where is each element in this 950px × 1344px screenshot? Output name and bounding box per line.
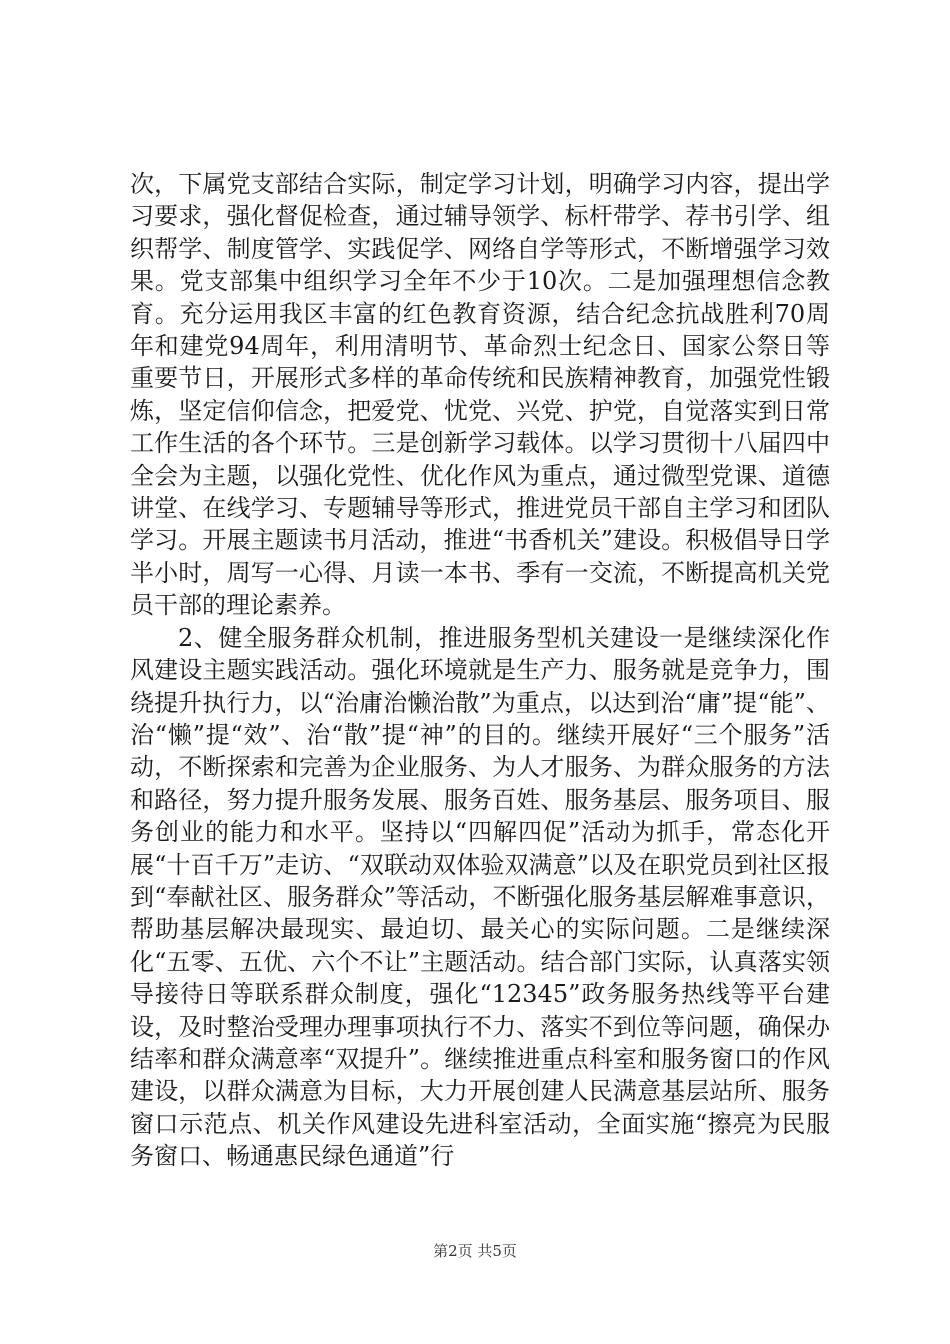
- paragraph-service-mechanism: 2、健全服务群众机制，推进服务型机关建设一是继续深化作风建设主题实践活动。强化环境就是生产力、服务就是竞争力，围绕提升执行力，以“治庸治懒治散”为重点，以达到治“庸”提“能”、治“懒”提“效”、治“散”提“神”的目的。继续开展好“三个服务”活动，不断探索和完善为企业服务、为人才服务、为群众服务的方法和路径，努力提升服务发展、服务百姓、服务基层、服务项目、服务创业的能力和水平。坚持以“四解四促”活动为抓手，常态化开展“十百千万”走访、“双联动双体验双满意”以及在职党员到社区报到“奉献社区、服务群众”等活动，不断强化服务基层解难事意识，帮助基层解决最现实、最迫切、最关心的实际问题。二是继续深化“五零、五优、六个不让”主题活动。结合部门实际，认真落实领导接待日等联系群众制度，强化“12345”政务服务热线等平台建设，及时整治受理办理事项执行不力、落实不到位等问题，确保办结率和群众满意率“双提升”。继续推进重点科室和服务窗口的作风建设，以群众满意为目标，大力开展创建人民满意基层站所、服务窗口示范点、机关作风建设先进科室活动，全面实施“擦亮为民服务窗口、畅通惠民绿色通道”行: [130, 623, 830, 1171]
- paragraph-continuation: 次，下属党支部结合实际，制定学习计划，明确学习内容，提出学习要求，强化督促检查，通过辅导领学、标杆带学、荐书引学、组织帮学、制度管学、实践促学、网络自学等形式，不断增强学习效果。党支部集中组织学习全年不少于10次。二是加强理想信念教育。充分运用我区丰富的红色教育资源，结合纪念抗战胜利70周年和建党94周年，利用清明节、革命烈士纪念日、国家公祭日等重要节日，开展形式多样的革命传统和民族精神教育，加强党性锻炼，坚定信仰信念，把爱党、忧党、兴党、护党，自觉落实到日常工作生活的各个环节。三是创新学习载体。以学习贯彻十八届四中全会为主题，以强化党性、优化作风为重点，通过微型党课、道德讲堂、在线学习、专题辅导等形式，推进党员干部自主学习和团队学习。开展主题读书月活动，推进“书香机关”建设。积极倡导日学半小时，周写一心得、月读一本书、季有一交流，不断提高机关党员干部的理论素养。: [130, 170, 830, 620]
- document-body: [130, 168, 830, 1173]
- page-footer: 第2页 共5页: [433, 1242, 517, 1260]
